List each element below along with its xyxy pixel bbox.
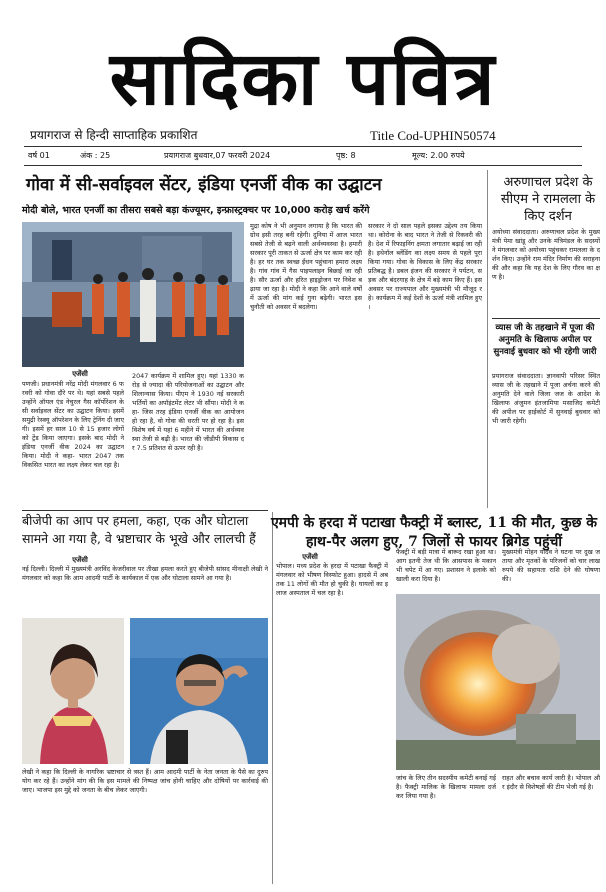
blast-photo [396,594,600,770]
blast-col-1: भोपाल। मध्य प्रदेश के हरदा में पटाखा फैक्ट्री में मंगलवार को भीषण विस्फोट हुआ। हादसे में अब तक 11 लोगों की मौत हो चुकी है। घायलों का इलाज अस्पताल में चल रहा है। [276,562,388,597]
blast-col-3: मुख्यमंत्री मोहन यादव ने घटना पर दुख जताया और मृतकों के परिजनों को चार लाख रुपये की सहायता राशि देने की घोषणा की। [502,548,600,583]
lead-byline: एजेंसी [72,370,88,378]
price-label: मूल्य: 2.00 रुपये [412,151,465,160]
lead-col-3: मुद्रा कोष ने भी अनुमान लगाया है कि भारत की ग्रोथ इसी तरह बनी रहेगी। दुनिया में आज भारत सबसे तेजी से बढ़ने वाली अर्थव्यवस्था है। हमारी सरकार पूरी ताकत से ऊर्जा क्षेत्र पर काम कर रही है। हर घर तक स्वच्छ ईंधन पहुंचाना हमारा लक्ष्य है। गांव गांव में गैस पाइपलाइन बिछाई जा रही है। सौर ऊर्जा और हरित हाइड्रोजन पर निवेश बढ़ाया जा रहा है। मोदी ने कहा कि आने वाले वर्षों में ऊर्जा की मांग कई गुना बढ़ेगी। भारत इस चुनौती को अवसर में बदलेगा। [250,222,362,311]
side-headline-vyas: व्यास जी के तहखाने में पूजा की अनुमति के खिलाफ अपील पर सुनवाई बुधवार को भी रहेगी जारी [493,323,597,357]
section-divider [22,510,268,511]
title-code: Title Cod-UPHIN50574 [370,128,496,143]
pages-label: पृष्ठ: 8 [336,151,356,160]
bjp-headline: बीजेपी का आप पर हमला, कहा, एक और घोटाला सामने आ गया है, वे भ्रष्टाचार के भूखे और लालची हैं [22,513,256,546]
lead-headline: गोवा में सी-सर्वाइवल सेंटर, इंडिया एनर्जी वीक का उद्घाटन [26,175,382,195]
issue-label: अंक : 25 [80,151,111,160]
blast-col-2: फैक्ट्री में बड़ी मात्रा में बारूद रखा हुआ था। आग इतनी तेज थी कि आसपास के मकान भी चपेट में आ गए। प्रशासन ने इलाके को खाली करा दिया है। [396,548,496,583]
lead-col-2: 2047 कार्यक्रम में शामिल हुए। यहां 1330 करोड़ से ज्यादा की परियोजनाओं का उद्घाटन और शिलान्यास किया। पीएम ने 1930 नई सरकारी भर्तियों का अपॉइंटमेंट लेटर भी सौंपा। मोदी ने कहा- जिस तरह इंडिया एनर्जी वीक का आयोजन हो रहा है, वो गोवा की धरती पर हो रहा है। इस विशेष वर्ष में यहां 6 महीने में भारत की अर्थव्यवस्था तेजी से बढ़ी है। भारत की जीडीपी विकास दर 7.5 प्रतिशत से ऊपर रही है। [132,372,244,452]
blast-lower-left: जांच के लिए तीन सदस्यीय कमेटी बनाई गई है। फैक्ट्री मालिक के खिलाफ मामला दर्ज कर लिया गया है। [396,774,496,800]
masthead-tagline: प्रयागराज से हिन्दी साप्ताहिक प्रकाशित [30,128,198,142]
side-divider [492,318,600,319]
side-headline-arunachal: अरुणाचल प्रदेश के सीएम ने रामलला के किए दर्शन [500,175,596,224]
lead-col-1: पणजी। प्रधानमंत्री नरेंद्र मोदी मंगलवार 6 फरवरी को गोवा दौरे पर थे। यहां सबसे पहले उन्होंने ऑयल एंड नेचुरल गैस कॉर्पोरेशन के सी सर्वाइवल सेंटर का उद्घाटन किया। इसमें समुद्री रेस्क्यू ऑपरेशन के लिए ट्रेनिंग दी जाएगी। इसमें हर साल 10 से 15 हजार लोगों को ट्रेंड किया जाएगा। इसके बाद मोदी ने इंडिया एनर्जी वीक 2024 का उद्घाटन किया। मोदी ने कहा- भारत 2047 तक विकसित भारत का लक्ष्य लेकर चल रहा है। [22,380,124,469]
info-bar [24,146,582,166]
column-divider [487,170,488,508]
bjp-body-lower: लेखी ने कहा कि दिल्ली के नागरिक भ्रष्टाचार से त्रस्त हैं। आम आदमी पार्टी के नेता जनता के पैसे का दुरुपयोग कर रहे हैं। उन्होंने मांग की कि इस मामले की निष्पक्ष जांच होनी चाहिए और दोषियों पर कार्रवाई की जाए। भाजपा इस मुद्दे को जनता के बीच लेकर जाएगी। [22,768,268,794]
masthead-title: सादिका पवित्र [109,36,497,122]
lead-photo [22,222,244,367]
side-body-vyas: प्रयागराज संवाददाता। ज्ञानवापी परिसर स्थित व्यास जी के तहखाने में पूजा अर्चना करने की अनुमति देने वाले जिला जज के आदेश के खिलाफ अंजुमन इंतजामिया मसाजिद कमेटी की अपील पर हाईकोर्ट में सुनवाई बुधवार को भी जारी रहेगी। [492,372,600,425]
blast-lower-right: राहत और बचाव कार्य जारी है। भोपाल और इंदौर से विशेषज्ञों की टीम भेजी गई है। [502,774,600,791]
blast-headline: एमपी के हरदा में पटाखा फैक्ट्री में ब्लास्ट, 11 की मौत, कुछ के हाथ-पैर अलग हुए, 7 जिलों से फायर ब्रिगेड पहुंचीं [270,515,598,550]
column-divider-lower [272,512,273,884]
bjp-body: नई दिल्ली। दिल्ली में मुख्यमंत्री अरविंद केजरीवाल पर तीखा हमला करते हुए बीजेपी सांसद मीनाक्षी लेखी ने मंगलवार को कहा कि आम आदमी पार्टी के कार्यकाल में एक और घोटाला सामने आ गया है। [22,565,268,582]
photo-arvind-kejriwal [130,618,268,764]
photo-meenakshi-lekhi [22,618,124,764]
year-label: वर्ष 01 [28,151,50,160]
lead-col-4: सरकार ने दो साल पहले इसका उद्देश्य तय किया था। कोरोना के बाद भारत ने तेजी से रिकवरी की है। देश में रिफाइनिंग क्षमता लगातार बढ़ाई जा रही है। इथेनॉल ब्लेंडिंग का लक्ष्य समय से पहले पूरा किया गया। गोवा के विकास के लिए केंद्र सरकार प्रतिबद्ध है। डबल इंजन की सरकार ने पर्यटन, सड़क और बंदरगाह के क्षेत्र में बड़े काम किए हैं। इस अवसर पर राज्यपाल और मुख्यमंत्री भी मौजूद रहे। कार्यक्रम में कई देशों के ऊर्जा मंत्री शामिल हुए। [368,222,482,311]
place-date: प्रयागराज बुधवार,07 फरवरी 2024 [164,151,271,160]
side-body-arunachal: अयोध्या संवाददाता। अरुणाचल प्रदेश के मुख्यमंत्री पेमा खांडू और उनके मंत्रिमंडल के सदस्यों ने मंगलवार को अयोध्या पहुंचकर रामलला के दर्शन किए। उन्होंने राम मंदिर निर्माण की सराहना की और कहा कि यह देश के लिए गौरव का क्षण है। [492,228,600,281]
blast-byline: एजेंसी [302,553,318,561]
lead-subheadline: मोदी बोले, भारत एनर्जी का तीसरा सबसे बड़ा कंज्यूमर, इन्फ्रास्ट्रक्चर पर 10,000 करोड़ खर्च करेंगे [22,205,370,216]
bjp-byline: एजेंसी [72,556,88,564]
